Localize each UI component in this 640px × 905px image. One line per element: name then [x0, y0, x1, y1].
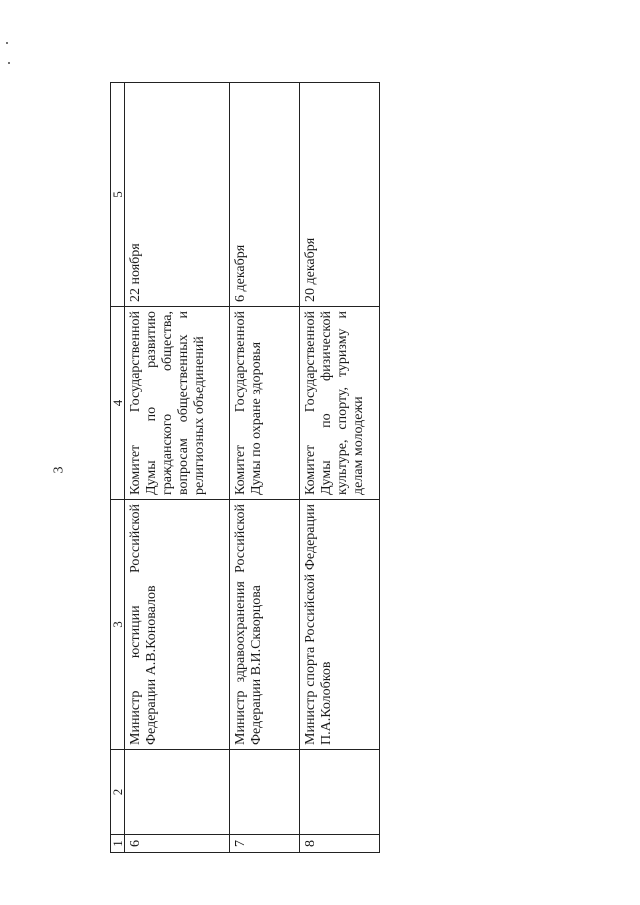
row-col2	[125, 750, 230, 835]
scan-speck	[6, 42, 8, 44]
date-cell: 6 декабря	[230, 83, 300, 307]
row-col2	[300, 750, 380, 835]
committee-cell: Комитет Государственной Думы по физической культуре, спорту, туризму и делам молодежи	[300, 307, 380, 500]
committee-cell: Комитет Государственной Думы по развитию гражданского общества, вопросам общественных и религиозных объединений	[125, 307, 230, 500]
table-row	[300, 83, 380, 853]
row-number: 7	[230, 835, 300, 853]
table-row	[125, 83, 230, 853]
scan-speck	[8, 62, 10, 64]
committee-cell: Комитет Государственной Думы по охране здоровья	[230, 307, 300, 500]
schedule-table	[110, 82, 380, 853]
date-cell: 22 ноября	[125, 83, 230, 307]
column-header: 2	[111, 750, 125, 835]
table-row	[230, 83, 300, 853]
minister-cell: Министр спорта Российской Федерации П.А.Колобков	[300, 500, 380, 750]
row-number: 6	[125, 835, 230, 853]
table-header-row	[111, 83, 125, 853]
schedule-table-wrapper	[110, 83, 380, 853]
minister-cell: Министр юстиции Российской Федерации А.В.Коновалов	[125, 500, 230, 750]
row-number: 8	[300, 835, 380, 853]
column-header: 4	[111, 307, 125, 500]
row-col2	[230, 750, 300, 835]
column-header: 1	[111, 835, 125, 853]
column-header: 5	[111, 83, 125, 307]
minister-cell: Министр здравоохранения Российской Федерации В.И.Скворцова	[230, 500, 300, 750]
page-number: 3	[51, 466, 67, 474]
date-cell: 20 декабря	[300, 83, 380, 307]
column-header: 3	[111, 500, 125, 750]
